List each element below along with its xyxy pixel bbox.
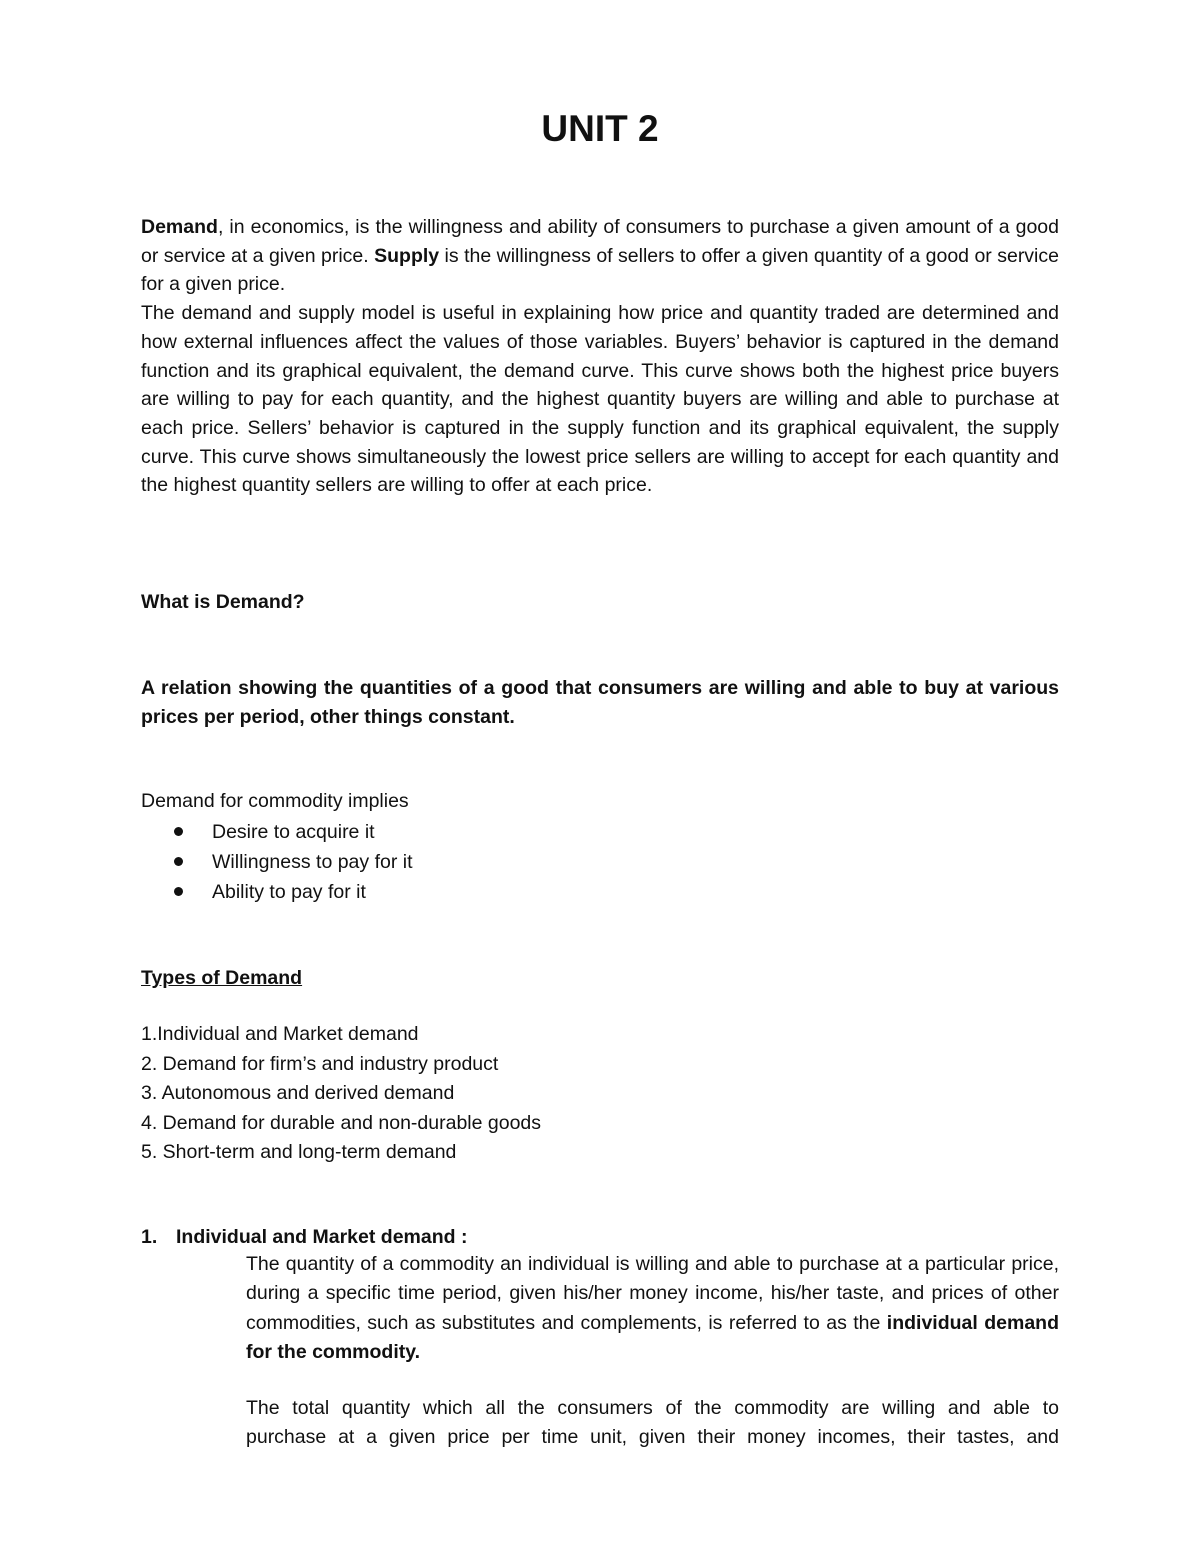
bullet-icon — [174, 857, 183, 866]
list-item-text: Desire to acquire it — [212, 821, 375, 843]
types-list — [141, 1020, 541, 1168]
intro-section — [141, 213, 1059, 500]
paragraph-emphasis: individual demand for the commodity. — [246, 1311, 1059, 1363]
list-item: 5. Short-term and long-term demand — [141, 1141, 457, 1163]
page-title: UNIT 2 — [541, 108, 659, 149]
list-item-text: Willingness to pay for it — [212, 851, 413, 873]
paragraph-text: The quantity of a commodity an individual is willing and able to purchase at a particular price, during a specific time period, given his/her money income, his/her taste, and prices of other commodities, such as substitutes and complements, is referred to as the — [246, 1253, 1059, 1334]
list-item-text: Ability to pay for it — [212, 881, 366, 903]
section-number: 1. — [141, 1226, 158, 1248]
section-title: Individual and Market demand : — [176, 1226, 468, 1248]
bullet-icon — [174, 827, 183, 836]
section-heading — [141, 1223, 467, 1252]
list-item: 1.Individual and Market demand — [141, 1023, 419, 1045]
list-item: 2. Demand for firm’s and industry product — [141, 1052, 499, 1075]
types-heading: Types of Demand — [141, 967, 303, 989]
list-item — [141, 817, 413, 847]
model-paragraph: The demand and supply model is useful in explaining how price and quantity traded are determined and how external influences affect the values of those variables. Buyers’ behavior is captured in the demand function and its graphical equivalent, the demand curve. This curve shows both the highest price buyers are willing to pay for each quantity, and the highest quantity buyers are willing and able to purchase at each price. Sellers’ behavior is captured in the supply function and its graphical equivalent, the supply curve. This curve shows simultaneously the lowest price sellers are willing to accept for each quantity and the highest quantity sellers are willing to offer at each price. — [141, 302, 1059, 497]
demand-definition: A relation showing the quantities of a good that consumers are willing and able to buy at various prices per period, other things constant. — [141, 677, 1059, 728]
individual-demand-paragraph — [246, 1250, 1059, 1367]
implies-label: Demand for commodity implies — [141, 790, 409, 812]
bullet-icon — [174, 887, 183, 896]
definition-paragraph — [141, 213, 1059, 299]
demand-definition-text: , in economics, is the willingness and ability of consumers to purchase a given amount of a good or service at a given price. — [141, 216, 1059, 267]
list-item: 4. Demand for durable and non-durable goods — [141, 1111, 542, 1134]
supply-term: Supply — [374, 244, 440, 267]
market-demand-paragraph — [246, 1394, 1059, 1453]
demand-term: Demand — [141, 216, 218, 238]
list-item — [141, 847, 413, 877]
what-is-demand-heading: What is Demand? — [141, 591, 305, 613]
paragraph-line: The total quantity which all the consumers of the commodity are willing and able to — [246, 1397, 1059, 1419]
supply-definition-text: is the willingness of sellers to offer a given quantity of a good or service for a given price. — [141, 244, 1059, 296]
implies-list — [141, 817, 413, 907]
paragraph-line: purchase at a given price per time unit, given their money incomes, their tastes, and — [246, 1426, 1059, 1449]
list-item: 3. Autonomous and derived demand — [141, 1082, 455, 1104]
list-item — [141, 877, 413, 907]
